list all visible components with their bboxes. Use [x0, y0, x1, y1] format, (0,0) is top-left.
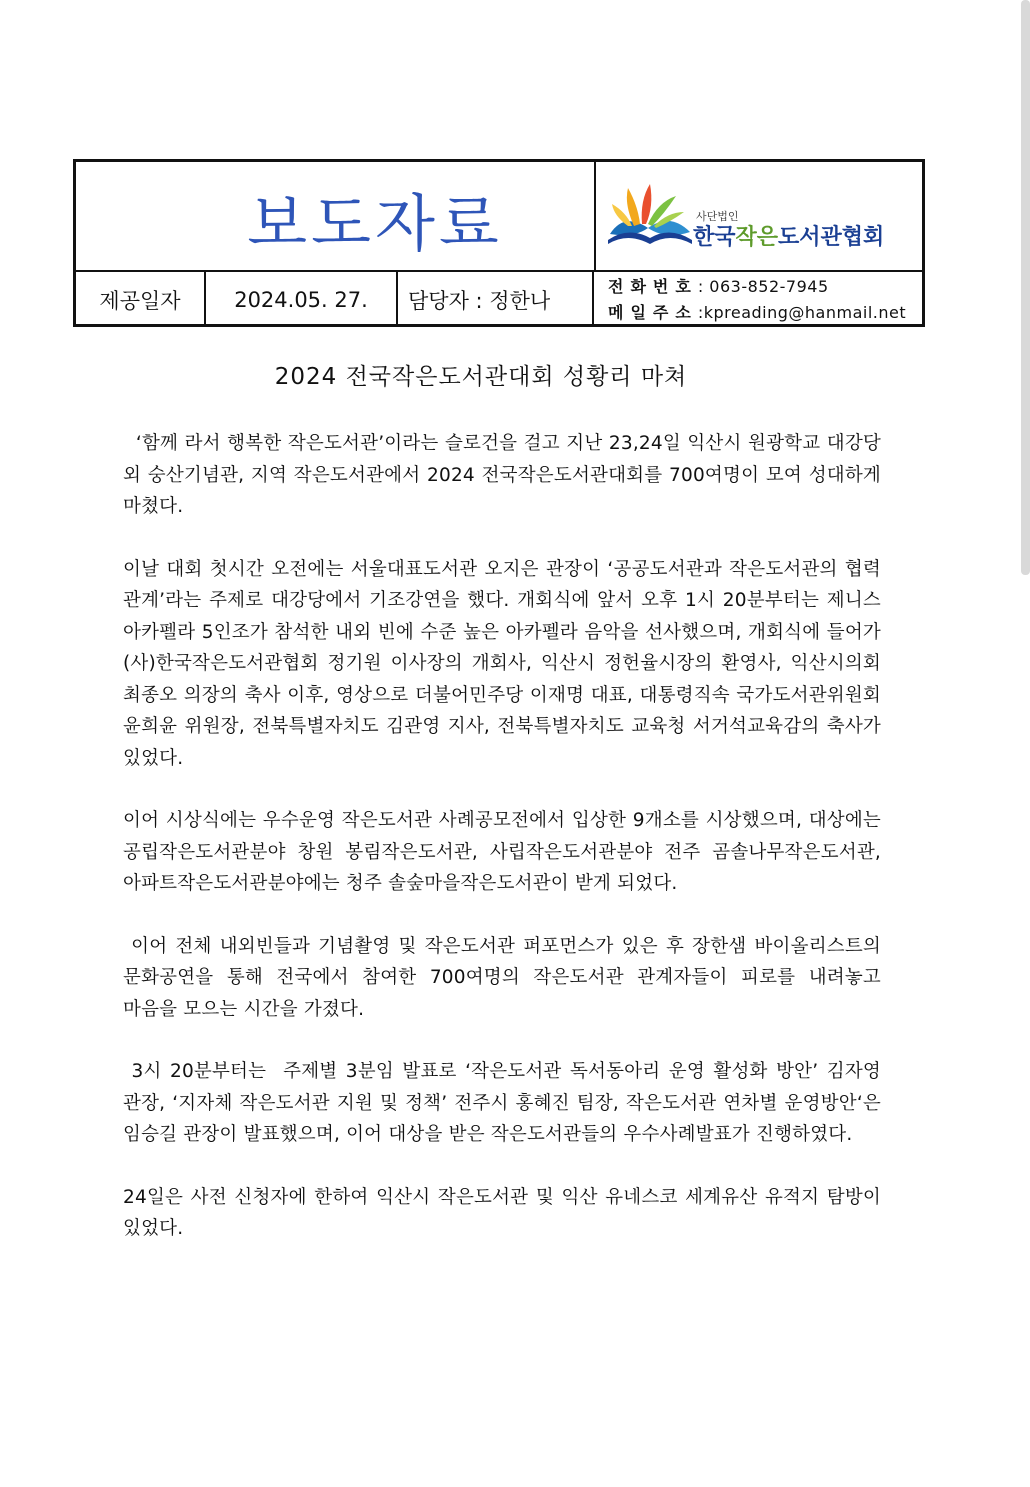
logo-name-part: 작은	[735, 225, 779, 250]
logo-name	[693, 220, 884, 251]
email-label: 메일주소	[608, 302, 698, 322]
logo-subtitle: 사단법인	[696, 210, 739, 223]
email-value: :kpreading@hanmail.net	[697, 302, 907, 322]
phone-label: 전화번호	[608, 276, 698, 296]
paragraph: 24일은 사전 신청자에 한하여 익산시 작은도서관 및 익산 유네스코 세계유산 유적지 탐방이 있었다.	[123, 1186, 881, 1239]
scrollbar[interactable]	[1021, 0, 1030, 575]
headline: 2024 전국작은도서관대회 성황리 마쳐	[274, 364, 688, 390]
header-top-row	[76, 162, 922, 272]
contact-person: 담당자 : 정한나	[398, 272, 594, 327]
press-header-table	[73, 159, 925, 327]
article-body	[123, 428, 888, 1276]
association-logo	[596, 162, 922, 270]
logo-name-part: 도서관협회	[778, 225, 885, 250]
provided-date-label: 제공일자	[76, 272, 206, 327]
email-line	[608, 300, 906, 326]
press-release-title: 보도자료	[247, 186, 503, 260]
paragraph: 3시 20분부터는 주제별 3분임 발표로 ‘작은도서관 독서동아리 운영 활성화 방안’ 김자영 관장, ‘지자체 작은도서관 지원 및 정책’ 전주시 홍혜진 팀장, 작은도서관 연차별 운영방안‘은 임승길 관장이 발표했으며, 이어 대상을 받은 작은도서관들의 우수사례발표가 진행하였다.	[123, 1061, 888, 1145]
contact-info	[596, 272, 922, 327]
paragraph: 이어 전체 내외빈들과 기념촬영 및 작은도서관 퍼포먼스가 있은 후 장한샘 바이올리스트의 문화공연을 통해 전국에서 참여한 700여명의 작은도서관 관계자들이 피로를 내려놓고 마음을 모으는 시간을 가졌다.	[123, 935, 888, 1020]
phone-line	[608, 274, 829, 300]
header-info-row	[76, 272, 922, 327]
provided-date-value: 2024.05. 27.	[206, 272, 398, 327]
logo-name-part: 한국	[693, 225, 736, 250]
phone-value: : 063-852-7945	[697, 276, 829, 296]
paragraph: 이어 시상식에는 우수운영 작은도서관 사례공모전에서 입상한 9개소를 시상했으며, 대상에는 공립작은도서관분야 창원 봉림작은도서관, 사립작은도서관분야 전주 곰솔나무작은도서관, 아파트작은도서관분야에는 청주 솔숲마을작은도서관이 받게 되었다.	[123, 810, 881, 894]
paragraph: 이날 대회 첫시간 오전에는 서울대표도서관 오지은 관장이 ‘공공도서관과 작은도서관의 협력 관계’라는 주제로 대강당에서 기조강연을 했다. 개회식에 앞서 오후 1시 20분부터는 제니스 아카펠라 5인조가 참석한 내외 빈에 수준 높은 아카펠라 음악을 선사했으며, 개회식에 들어가 (사)한국작은도서관협회 정기원 이사장의 개회사, 익산시 정헌율시장의 환영사, 익산시의회 최종오 의장의 축사 이후, 영상으로 더불어민주당 이재명 대표, 대통령직속 국가도서관위원회 윤희윤 위원장, 전북특별자치도 김관영 지사, 전북특별자치도 교육청 서거석교육감의 축사가 있었다.	[123, 558, 881, 769]
paragraph: ‘함께 라서 행복한 작은도서관’이라는 슬로건을 걸고 지난 23,24일 익산시 원광학교 대강당 외 숭산기념관, 지역 작은도서관에서 2024 전국작은도서관대회를 700여명이 모여 성대하게 마쳤다.	[123, 433, 888, 517]
book-leaf-logo-icon	[604, 182, 696, 252]
title-cell	[76, 162, 596, 270]
